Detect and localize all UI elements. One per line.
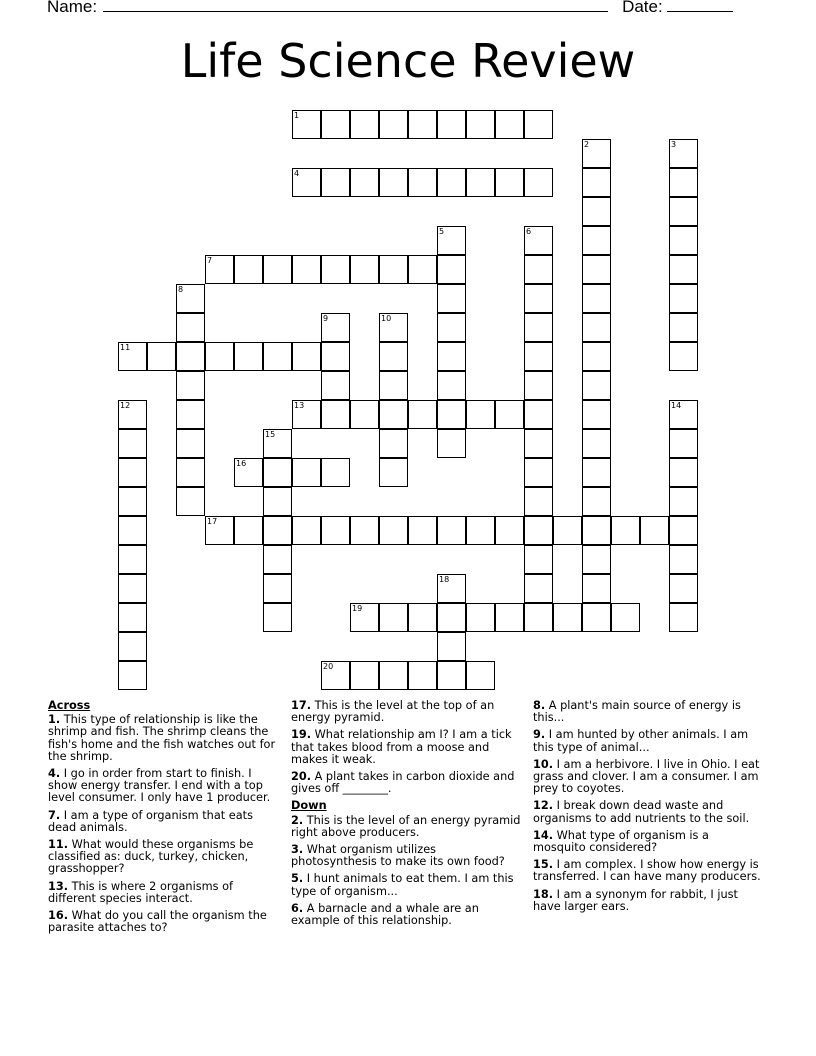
grid-cell[interactable] xyxy=(176,458,205,487)
grid-cell[interactable] xyxy=(437,313,466,342)
clue-number: 17. xyxy=(291,699,312,712)
grid-cell[interactable] xyxy=(524,574,553,603)
clue-down-18 xyxy=(533,889,763,913)
grid-cell[interactable] xyxy=(350,516,379,545)
name-label: Name: xyxy=(47,0,98,16)
grid-cell[interactable] xyxy=(611,603,640,632)
cell-number: 14 xyxy=(671,401,682,410)
cell-number: 10 xyxy=(381,314,392,323)
grid-cell[interactable] xyxy=(437,400,466,429)
grid-cell[interactable] xyxy=(321,661,350,690)
cell-number: 20 xyxy=(323,662,334,671)
clue-number: 2. xyxy=(291,813,304,827)
clue-text: I am a synonym for rabbit, I just have larger ears. xyxy=(533,887,738,913)
cell-number: 1 xyxy=(294,111,300,120)
grid-cell[interactable] xyxy=(466,168,495,197)
grid-cell[interactable] xyxy=(321,458,350,487)
grid-cell[interactable] xyxy=(495,603,524,632)
grid-cell[interactable] xyxy=(611,516,640,545)
grid-cell[interactable] xyxy=(350,110,379,139)
clue-number: 13. xyxy=(48,879,69,893)
grid-cell[interactable] xyxy=(263,603,292,632)
grid-cell[interactable] xyxy=(118,342,147,371)
clue-across-7 xyxy=(48,810,278,834)
grid-cell[interactable] xyxy=(524,400,553,429)
cell-number: 15 xyxy=(265,430,276,439)
clue-text: This is where 2 organisms of different species interact. xyxy=(48,879,233,905)
grid-cell[interactable] xyxy=(669,429,698,458)
grid-cell[interactable] xyxy=(495,400,524,429)
grid-cell[interactable] xyxy=(669,139,698,168)
grid-cell[interactable] xyxy=(582,255,611,284)
grid-cell[interactable] xyxy=(582,342,611,371)
clues-column-1 xyxy=(48,700,278,939)
clue-text: I am a herbivore. I live in Ohio. I eat grass and clover. I am a consumer. I am prey to coyotes. xyxy=(533,757,760,796)
grid-cell[interactable] xyxy=(582,400,611,429)
grid-cell[interactable] xyxy=(437,603,466,632)
grid-cell[interactable] xyxy=(669,313,698,342)
clue-text: I break down dead waste and organisms to add nutrients to the soil. xyxy=(533,799,750,825)
clue-number: 14. xyxy=(533,828,554,842)
grid-cell[interactable] xyxy=(524,487,553,516)
grid-cell[interactable] xyxy=(669,400,698,429)
grid-cell[interactable] xyxy=(379,516,408,545)
grid-cell[interactable] xyxy=(292,458,321,487)
clue-down-8 xyxy=(533,700,763,724)
grid-cell[interactable] xyxy=(524,429,553,458)
grid-cell[interactable] xyxy=(118,574,147,603)
grid-cell[interactable] xyxy=(524,342,553,371)
grid-cell[interactable] xyxy=(292,516,321,545)
clue-text: What do you call the organism the parasite attaches to? xyxy=(48,909,267,935)
grid-cell[interactable] xyxy=(524,255,553,284)
date-label: Date: xyxy=(622,0,663,16)
grid-cell[interactable] xyxy=(350,168,379,197)
cell-number: 11 xyxy=(120,343,131,352)
clue-across-1 xyxy=(48,714,278,763)
grid-cell[interactable] xyxy=(118,603,147,632)
grid-cell[interactable] xyxy=(669,226,698,255)
clue-down-14 xyxy=(533,830,763,854)
clue-number: 5. xyxy=(291,872,304,886)
page-title: Life Science Review xyxy=(180,34,636,88)
grid-cell[interactable] xyxy=(321,400,350,429)
grid-cell[interactable] xyxy=(524,371,553,400)
clue-across-17 xyxy=(291,700,521,724)
grid-cell[interactable] xyxy=(118,458,147,487)
grid-cell[interactable] xyxy=(292,400,321,429)
grid-cell[interactable] xyxy=(669,516,698,545)
clue-text: What type of organism is a mosquito considered? xyxy=(533,828,709,855)
grid-cell[interactable] xyxy=(437,284,466,313)
grid-cell[interactable] xyxy=(350,603,379,632)
grid-cell[interactable] xyxy=(379,603,408,632)
grid-cell[interactable] xyxy=(524,284,553,313)
grid-cell[interactable] xyxy=(118,429,147,458)
grid-cell[interactable] xyxy=(669,197,698,226)
cell-number: 5 xyxy=(439,227,445,236)
grid-cell[interactable] xyxy=(379,168,408,197)
grid-cell[interactable] xyxy=(437,255,466,284)
cell-number: 4 xyxy=(294,169,300,178)
clue-down-12 xyxy=(533,800,763,824)
grid-cell[interactable] xyxy=(205,255,234,284)
grid-cell[interactable] xyxy=(466,400,495,429)
grid-cell[interactable] xyxy=(379,255,408,284)
clue-number: 9. xyxy=(533,728,546,742)
grid-cell[interactable] xyxy=(669,545,698,574)
grid-cell[interactable] xyxy=(263,574,292,603)
clue-number: 1. xyxy=(48,713,61,727)
grid-cell[interactable] xyxy=(437,429,466,458)
clue-number: 11. xyxy=(48,838,69,852)
clue-text: A plant takes in carbon dioxide and gives off ________. xyxy=(291,770,515,796)
clue-across-4 xyxy=(48,768,278,805)
grid-cell[interactable] xyxy=(176,429,205,458)
grid-cell[interactable] xyxy=(321,110,350,139)
grid-cell[interactable] xyxy=(524,226,553,255)
grid-cell[interactable] xyxy=(408,661,437,690)
grid-cell[interactable] xyxy=(408,110,437,139)
clue-number: 7. xyxy=(48,808,61,822)
grid-cell[interactable] xyxy=(437,342,466,371)
grid-cell[interactable] xyxy=(118,545,147,574)
grid-cell[interactable] xyxy=(118,661,147,690)
grid-cell[interactable] xyxy=(176,342,205,371)
cell-number: 16 xyxy=(236,459,247,468)
grid-cell[interactable] xyxy=(466,516,495,545)
grid-cell[interactable] xyxy=(524,168,553,197)
grid-cell[interactable] xyxy=(408,255,437,284)
grid-cell[interactable] xyxy=(582,603,611,632)
grid-cell[interactable] xyxy=(669,574,698,603)
grid-cell[interactable] xyxy=(379,371,408,400)
grid-cell[interactable] xyxy=(466,661,495,690)
grid-cell[interactable] xyxy=(379,429,408,458)
grid-cell[interactable] xyxy=(379,400,408,429)
grid-cell[interactable] xyxy=(669,342,698,371)
grid-cell[interactable] xyxy=(437,226,466,255)
clue-number: 3. xyxy=(291,843,304,857)
grid-cell[interactable] xyxy=(582,487,611,516)
grid-cell[interactable] xyxy=(379,458,408,487)
grid-cell[interactable] xyxy=(437,168,466,197)
down-heading: Down xyxy=(291,799,327,813)
clue-number: 16. xyxy=(48,909,69,923)
clue-down-5 xyxy=(291,873,521,897)
grid-cell[interactable] xyxy=(292,255,321,284)
grid-cell[interactable] xyxy=(582,545,611,574)
grid-cell[interactable] xyxy=(408,168,437,197)
clue-across-19 xyxy=(291,729,521,766)
grid-cell[interactable] xyxy=(437,661,466,690)
grid-cell[interactable] xyxy=(234,458,263,487)
grid-cell[interactable] xyxy=(292,110,321,139)
grid-cell[interactable] xyxy=(118,400,147,429)
grid-cell[interactable] xyxy=(466,110,495,139)
grid-cell[interactable] xyxy=(350,255,379,284)
grid-cell[interactable] xyxy=(176,400,205,429)
clue-number: 18. xyxy=(533,887,554,901)
grid-cell[interactable] xyxy=(176,487,205,516)
clue-text: This is the level at the top of an energy pyramid. xyxy=(291,699,495,725)
clue-down-6 xyxy=(291,903,521,927)
clue-text: A plant's main source of energy is this... xyxy=(533,699,741,725)
clue-down-9 xyxy=(533,729,763,753)
clue-down-2 xyxy=(291,815,521,839)
cell-number: 17 xyxy=(207,517,218,526)
grid-cell[interactable] xyxy=(408,400,437,429)
clue-across-11 xyxy=(48,839,278,876)
grid-cell[interactable] xyxy=(350,400,379,429)
grid-cell[interactable] xyxy=(553,603,582,632)
grid-cell[interactable] xyxy=(437,632,466,661)
clue-text: I am a type of organism that eats dead animals. xyxy=(48,808,253,834)
grid-cell[interactable] xyxy=(234,342,263,371)
grid-cell[interactable] xyxy=(582,574,611,603)
cell-number: 9 xyxy=(323,314,329,323)
clue-across-13 xyxy=(48,881,278,905)
grid-cell[interactable] xyxy=(205,516,234,545)
grid-cell[interactable] xyxy=(205,342,234,371)
grid-cell[interactable] xyxy=(669,603,698,632)
clue-across-16 xyxy=(48,910,278,934)
grid-cell[interactable] xyxy=(582,313,611,342)
clue-text: I am hunted by other animals. I am this type of animal... xyxy=(533,728,749,754)
clue-number: 4. xyxy=(48,767,61,781)
grid-cell[interactable] xyxy=(321,516,350,545)
cell-number: 8 xyxy=(178,285,184,294)
grid-cell[interactable] xyxy=(669,255,698,284)
grid-cell[interactable] xyxy=(292,342,321,371)
clue-text: What would these organisms be classified as: duck, turkey, chicken, grasshopper? xyxy=(48,838,254,876)
grid-cell[interactable] xyxy=(669,284,698,313)
grid-cell[interactable] xyxy=(582,429,611,458)
across-heading: Across xyxy=(48,699,91,712)
clue-text: I hunt animals to eat them. I am this type of organism... xyxy=(291,872,514,898)
grid-cell[interactable] xyxy=(263,429,292,458)
clue-number: 10. xyxy=(533,757,554,771)
grid-cell[interactable] xyxy=(582,516,611,545)
grid-cell[interactable] xyxy=(321,371,350,400)
clue-text: I go in order from start to finish. I show energy transfer. I end with a top level consumer. I only have 1 producer. xyxy=(48,767,271,805)
cell-number: 7 xyxy=(207,256,213,265)
grid-cell[interactable] xyxy=(582,284,611,313)
clue-number: 19. xyxy=(291,728,312,742)
clue-text: This type of relationship is like the shrimp and fish. The shrimp cleans the fish's home and the fish watches out for the shrimp. xyxy=(48,713,276,763)
cell-number: 3 xyxy=(671,140,677,149)
clue-text: A barnacle and a whale are an example of this relationship. xyxy=(291,901,479,928)
grid-cell[interactable] xyxy=(495,110,524,139)
grid-cell[interactable] xyxy=(524,110,553,139)
clue-number: 20. xyxy=(291,770,312,784)
grid-cell[interactable] xyxy=(263,342,292,371)
clue-number: 6. xyxy=(291,901,304,915)
grid-cell[interactable] xyxy=(495,516,524,545)
clue-down-10 xyxy=(533,759,763,796)
grid-cell[interactable] xyxy=(118,487,147,516)
grid-cell[interactable] xyxy=(640,516,669,545)
grid-cell[interactable] xyxy=(582,371,611,400)
grid-cell[interactable] xyxy=(437,516,466,545)
grid-cell[interactable] xyxy=(263,458,292,487)
grid-cell[interactable] xyxy=(524,516,553,545)
grid-cell[interactable] xyxy=(437,110,466,139)
grid-cell[interactable] xyxy=(321,255,350,284)
cell-number: 12 xyxy=(120,401,131,410)
grid-cell[interactable] xyxy=(669,458,698,487)
grid-cell[interactable] xyxy=(263,487,292,516)
grid-cell[interactable] xyxy=(437,371,466,400)
grid-cell[interactable] xyxy=(176,313,205,342)
grid-cell[interactable] xyxy=(379,661,408,690)
cell-number: 13 xyxy=(294,401,305,410)
grid-cell[interactable] xyxy=(234,516,263,545)
clue-number: 8. xyxy=(533,699,546,712)
clue-down-15 xyxy=(533,859,763,883)
grid-cell[interactable] xyxy=(524,603,553,632)
grid-cell[interactable] xyxy=(118,516,147,545)
cell-number: 18 xyxy=(439,575,450,584)
grid-cell[interactable] xyxy=(408,516,437,545)
grid-cell[interactable] xyxy=(553,516,582,545)
clue-text: What organism utilizes photosynthesis to make its own food? xyxy=(291,843,505,869)
grid-cell[interactable] xyxy=(176,284,205,313)
grid-cell[interactable] xyxy=(582,458,611,487)
grid-cell[interactable] xyxy=(582,226,611,255)
grid-cell[interactable] xyxy=(321,313,350,342)
grid-cell[interactable] xyxy=(321,342,350,371)
grid-cell[interactable] xyxy=(263,516,292,545)
cell-number: 19 xyxy=(352,604,363,613)
grid-cell[interactable] xyxy=(292,168,321,197)
clues-column-3 xyxy=(533,700,763,918)
grid-cell[interactable] xyxy=(379,313,408,342)
clue-text: I am complex. I show how energy is transferred. I can have many producers. xyxy=(533,858,761,884)
grid-cell[interactable] xyxy=(582,168,611,197)
clue-number: 15. xyxy=(533,858,554,872)
grid-cell[interactable] xyxy=(466,603,495,632)
grid-cell[interactable] xyxy=(669,487,698,516)
clue-down-3 xyxy=(291,844,521,868)
cell-number: 2 xyxy=(584,140,590,149)
clue-text: What relationship am I? I am a tick that takes blood from a moose and makes it weak. xyxy=(291,728,512,766)
grid-cell[interactable] xyxy=(379,110,408,139)
clues-column-2 xyxy=(291,700,521,932)
grid-cell[interactable] xyxy=(524,458,553,487)
cell-number: 6 xyxy=(526,227,532,236)
grid-cell[interactable] xyxy=(582,197,611,226)
clue-text: This is the level of an energy pyramid right above producers. xyxy=(291,813,521,839)
grid-cell[interactable] xyxy=(321,168,350,197)
grid-cell[interactable] xyxy=(524,545,553,574)
grid-cell[interactable] xyxy=(147,342,176,371)
clue-number: 12. xyxy=(533,799,554,813)
grid-cell[interactable] xyxy=(437,574,466,603)
grid-cell[interactable] xyxy=(176,371,205,400)
grid-cell[interactable] xyxy=(263,255,292,284)
grid-cell[interactable] xyxy=(263,545,292,574)
grid-cell[interactable] xyxy=(118,632,147,661)
grid-cell[interactable] xyxy=(582,139,611,168)
grid-cell[interactable] xyxy=(234,255,263,284)
grid-cell[interactable] xyxy=(495,168,524,197)
grid-cell[interactable] xyxy=(669,168,698,197)
grid-cell[interactable] xyxy=(350,661,379,690)
clue-across-20 xyxy=(291,771,521,795)
grid-cell[interactable] xyxy=(408,603,437,632)
grid-cell[interactable] xyxy=(524,313,553,342)
grid-cell[interactable] xyxy=(379,342,408,371)
